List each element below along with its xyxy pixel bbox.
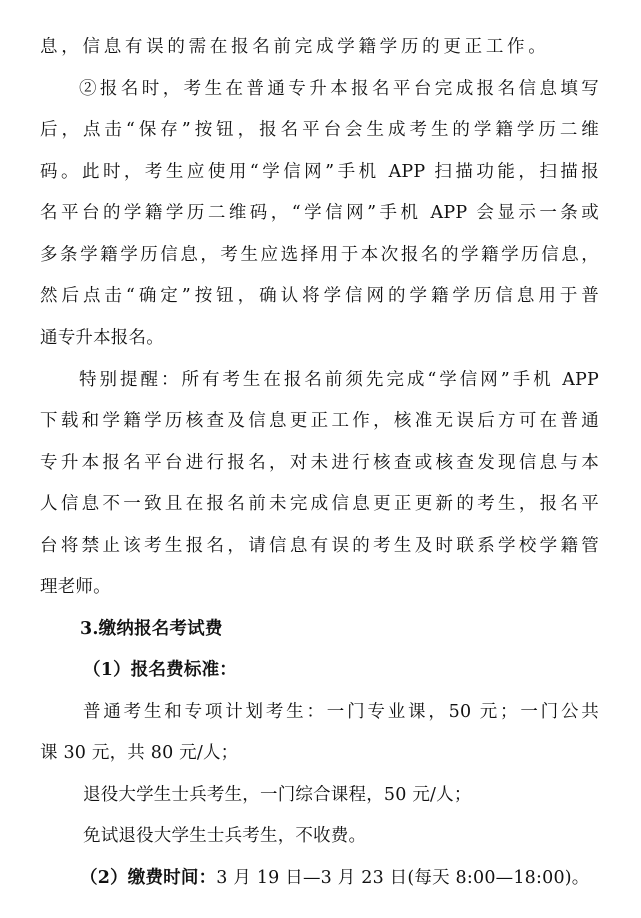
subsection-heading: （1）报名费标准： <box>83 660 237 680</box>
paragraph-line: 通专升本报名。 <box>40 328 164 348</box>
paragraph-line: 码。此时，考生应使用“学信网”手机 APP 扫描功能，扫描报 <box>40 162 599 182</box>
paragraph-line: 人信息不一致且在报名前未完成信息更正更新的考生，报名平 <box>40 494 599 514</box>
paragraph-line: 然后点击“确定”按钮，确认将学信网的学籍学历信息用于普 <box>40 286 599 306</box>
paragraph-line: 专升本报名平台进行报名，对未进行核查或核查发现信息与本 <box>40 453 599 473</box>
paragraph-line: 台将禁止该考生报名，请信息有误的考生及时联系学校学籍管 <box>40 536 599 556</box>
paragraph-line: 下载和学籍学历核查及信息更正工作，核准无误后方可在普通 <box>40 411 599 431</box>
paragraph-line: 名平台的学籍学历二维码，“学信网”手机 APP 会显示一条或 <box>40 203 599 223</box>
paragraph-line: 课 30 元，共 80 元/人； <box>40 743 239 763</box>
section-heading: 3.缴纳报名考试费 <box>80 619 223 639</box>
paragraph-line: 退役大学生士兵考生，一门综合课程，50 元/人； <box>83 785 472 805</box>
payment-time-value: 3 月 19 日—3 月 23 日(每天 8:00—18:00)。 <box>216 868 590 888</box>
paragraph-line: 理老师。 <box>40 577 111 597</box>
payment-time-label: （2）缴费时间： <box>80 868 217 888</box>
paragraph-line: 息，信息有误的需在报名前完成学籍学历的更正工作。 <box>40 37 546 57</box>
paragraph-line: 多条学籍学历信息，考生应选择用于本次报名的学籍学历信息， <box>40 245 599 265</box>
paragraph-line: 免试退役大学生士兵考生，不收费。 <box>83 826 367 846</box>
paragraph-line: 特别提醒：所有考生在报名前须先完成“学信网”手机 APP <box>79 370 599 390</box>
paragraph-line: 普通考生和专项计划考生：一门专业课，50 元；一门公共 <box>83 702 599 722</box>
payment-time-line <box>80 863 590 893</box>
paragraph-line: ②报名时，考生在普通专升本报名平台完成报名信息填写 <box>79 79 599 99</box>
paragraph-line: 后，点击“保存”按钮，报名平台会生成考生的学籍学历二维 <box>40 120 599 140</box>
